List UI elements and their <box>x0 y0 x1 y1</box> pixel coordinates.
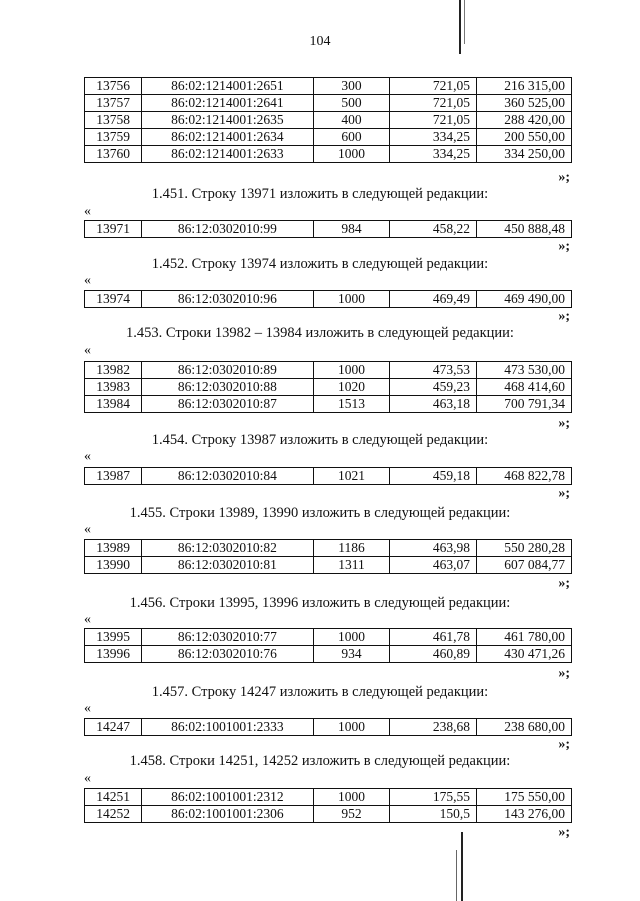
table-row <box>85 789 572 806</box>
row-number-cell: 13984 <box>85 396 142 413</box>
total-cell: 469 490,00 <box>477 291 572 308</box>
table-row <box>85 806 572 823</box>
row-number-cell: 13982 <box>85 362 142 379</box>
closing-quote: »; <box>558 416 570 431</box>
total-cell: 607 084,77 <box>477 557 572 574</box>
row-number-cell: 14247 <box>85 719 142 736</box>
area-cell: 1311 <box>313 557 390 574</box>
cadastral-number-cell: 86:02:1214001:2633 <box>142 146 314 163</box>
price-cell: 459,18 <box>390 468 477 485</box>
price-cell: 721,05 <box>390 95 477 112</box>
row-number-cell: 13759 <box>85 129 142 146</box>
total-cell: 175 550,00 <box>477 789 572 806</box>
table-row <box>85 291 572 308</box>
section-table <box>84 539 572 574</box>
section-table <box>84 361 572 413</box>
price-cell: 721,05 <box>390 112 477 129</box>
binding-mark-bottom-thin <box>456 850 457 901</box>
section-heading: 1.456. Строки 13995, 13996 изложить в следующей редакции: <box>129 595 511 611</box>
total-cell: 473 530,00 <box>477 362 572 379</box>
cadastral-number-cell: 86:02:1001001:2333 <box>142 719 314 736</box>
cadastral-number-cell: 86:02:1214001:2635 <box>142 112 314 129</box>
cadastral-number-cell: 86:02:1214001:2634 <box>142 129 314 146</box>
total-cell: 550 280,28 <box>477 540 572 557</box>
table-row <box>85 95 572 112</box>
row-number-cell: 13990 <box>85 557 142 574</box>
table-row <box>85 468 572 485</box>
area-cell: 600 <box>313 129 390 146</box>
table-row <box>85 646 572 663</box>
table-row <box>85 540 572 557</box>
price-cell: 463,07 <box>390 557 477 574</box>
price-cell: 463,18 <box>390 396 477 413</box>
area-cell: 1020 <box>313 379 390 396</box>
price-cell: 463,98 <box>390 540 477 557</box>
opening-quote: « <box>84 449 91 464</box>
row-number-cell: 14252 <box>85 806 142 823</box>
closing-quote: »; <box>558 576 570 591</box>
total-cell: 360 525,00 <box>477 95 572 112</box>
section-heading: 1.457. Строку 14247 изложить в следующей редакции: <box>151 684 489 700</box>
continuation-table <box>84 77 572 163</box>
section-table <box>84 788 572 823</box>
table-row <box>85 629 572 646</box>
row-number-cell: 14251 <box>85 789 142 806</box>
cadastral-number-cell: 86:12:0302010:77 <box>142 629 314 646</box>
row-number-cell: 13995 <box>85 629 142 646</box>
row-number-cell: 13760 <box>85 146 142 163</box>
section-table <box>84 628 572 663</box>
area-cell: 952 <box>313 806 390 823</box>
cadastral-number-cell: 86:12:0302010:89 <box>142 362 314 379</box>
page-number: 104 <box>309 34 331 49</box>
section-table <box>84 467 572 485</box>
area-cell: 500 <box>313 95 390 112</box>
area-cell: 1000 <box>313 789 390 806</box>
cadastral-number-cell: 86:12:0302010:81 <box>142 557 314 574</box>
closing-quote: »; <box>558 737 570 752</box>
area-cell: 1021 <box>313 468 390 485</box>
price-cell: 238,68 <box>390 719 477 736</box>
opening-quote: « <box>84 771 91 786</box>
price-cell: 334,25 <box>390 129 477 146</box>
price-cell: 721,05 <box>390 78 477 95</box>
table-row <box>85 396 572 413</box>
row-number-cell: 13987 <box>85 468 142 485</box>
cadastral-number-cell: 86:12:0302010:84 <box>142 468 314 485</box>
area-cell: 934 <box>313 646 390 663</box>
total-cell: 461 780,00 <box>477 629 572 646</box>
area-cell: 400 <box>313 112 390 129</box>
total-cell: 334 250,00 <box>477 146 572 163</box>
cadastral-number-cell: 86:12:0302010:88 <box>142 379 314 396</box>
price-cell: 461,78 <box>390 629 477 646</box>
price-cell: 473,53 <box>390 362 477 379</box>
cadastral-number-cell: 86:12:0302010:76 <box>142 646 314 663</box>
table-row <box>85 362 572 379</box>
closing-quote: »; <box>558 825 570 840</box>
opening-quote: « <box>84 612 91 627</box>
price-cell: 334,25 <box>390 146 477 163</box>
table-row <box>85 129 572 146</box>
row-number-cell: 13971 <box>85 221 142 238</box>
area-cell: 1000 <box>313 362 390 379</box>
binding-mark-bottom <box>461 832 463 901</box>
cadastral-number-cell: 86:12:0302010:99 <box>142 221 314 238</box>
price-cell: 150,5 <box>390 806 477 823</box>
table-row <box>85 112 572 129</box>
table-row <box>85 146 572 163</box>
cadastral-number-cell: 86:02:1214001:2641 <box>142 95 314 112</box>
total-cell: 468 414,60 <box>477 379 572 396</box>
cadastral-number-cell: 86:02:1214001:2651 <box>142 78 314 95</box>
area-cell: 1000 <box>313 146 390 163</box>
row-number-cell: 13974 <box>85 291 142 308</box>
total-cell: 143 276,00 <box>477 806 572 823</box>
opening-quote: « <box>84 273 91 288</box>
area-cell: 1513 <box>313 396 390 413</box>
area-cell: 300 <box>313 78 390 95</box>
total-cell: 288 420,00 <box>477 112 572 129</box>
closing-quote: »; <box>558 170 570 185</box>
table-row <box>85 78 572 95</box>
total-cell: 216 315,00 <box>477 78 572 95</box>
section-table <box>84 718 572 736</box>
cadastral-number-cell: 86:02:1001001:2312 <box>142 789 314 806</box>
closing-quote: »; <box>558 666 570 681</box>
row-number-cell: 13996 <box>85 646 142 663</box>
row-number-cell: 13757 <box>85 95 142 112</box>
opening-quote: « <box>84 701 91 716</box>
price-cell: 175,55 <box>390 789 477 806</box>
total-cell: 200 550,00 <box>477 129 572 146</box>
section-heading: 1.458. Строки 14251, 14252 изложить в следующей редакции: <box>129 753 511 769</box>
row-number-cell: 13756 <box>85 78 142 95</box>
row-number-cell: 13758 <box>85 112 142 129</box>
table-row <box>85 221 572 238</box>
area-cell: 984 <box>313 221 390 238</box>
total-cell: 700 791,34 <box>477 396 572 413</box>
total-cell: 430 471,26 <box>477 646 572 663</box>
area-cell: 1000 <box>313 291 390 308</box>
section-table <box>84 290 572 308</box>
total-cell: 468 822,78 <box>477 468 572 485</box>
continuation-table-body <box>85 78 572 163</box>
closing-quote: »; <box>558 309 570 324</box>
table-row <box>85 719 572 736</box>
row-number-cell: 13989 <box>85 540 142 557</box>
price-cell: 458,22 <box>390 221 477 238</box>
opening-quote: « <box>84 522 91 537</box>
total-cell: 238 680,00 <box>477 719 572 736</box>
area-cell: 1186 <box>313 540 390 557</box>
area-cell: 1000 <box>313 719 390 736</box>
price-cell: 469,49 <box>390 291 477 308</box>
section-heading: 1.453. Строки 13982 – 13984 изложить в следующей редакции: <box>126 325 514 341</box>
opening-quote: « <box>84 343 91 358</box>
section-heading: 1.455. Строки 13989, 13990 изложить в следующей редакции: <box>129 505 511 521</box>
cadastral-number-cell: 86:12:0302010:82 <box>142 540 314 557</box>
section-table <box>84 220 572 238</box>
cadastral-number-cell: 86:02:1001001:2306 <box>142 806 314 823</box>
price-cell: 459,23 <box>390 379 477 396</box>
closing-quote: »; <box>558 239 570 254</box>
price-cell: 460,89 <box>390 646 477 663</box>
opening-quote: « <box>84 204 91 219</box>
section-heading: 1.454. Строку 13987 изложить в следующей редакции: <box>151 432 489 448</box>
cadastral-number-cell: 86:12:0302010:87 <box>142 396 314 413</box>
closing-quote: »; <box>558 486 570 501</box>
table-row <box>85 557 572 574</box>
cadastral-number-cell: 86:12:0302010:96 <box>142 291 314 308</box>
section-heading: 1.451. Строку 13971 изложить в следующей редакции: <box>151 186 489 202</box>
total-cell: 450 888,48 <box>477 221 572 238</box>
table-row <box>85 379 572 396</box>
section-heading: 1.452. Строку 13974 изложить в следующей редакции: <box>151 256 489 272</box>
row-number-cell: 13983 <box>85 379 142 396</box>
area-cell: 1000 <box>313 629 390 646</box>
